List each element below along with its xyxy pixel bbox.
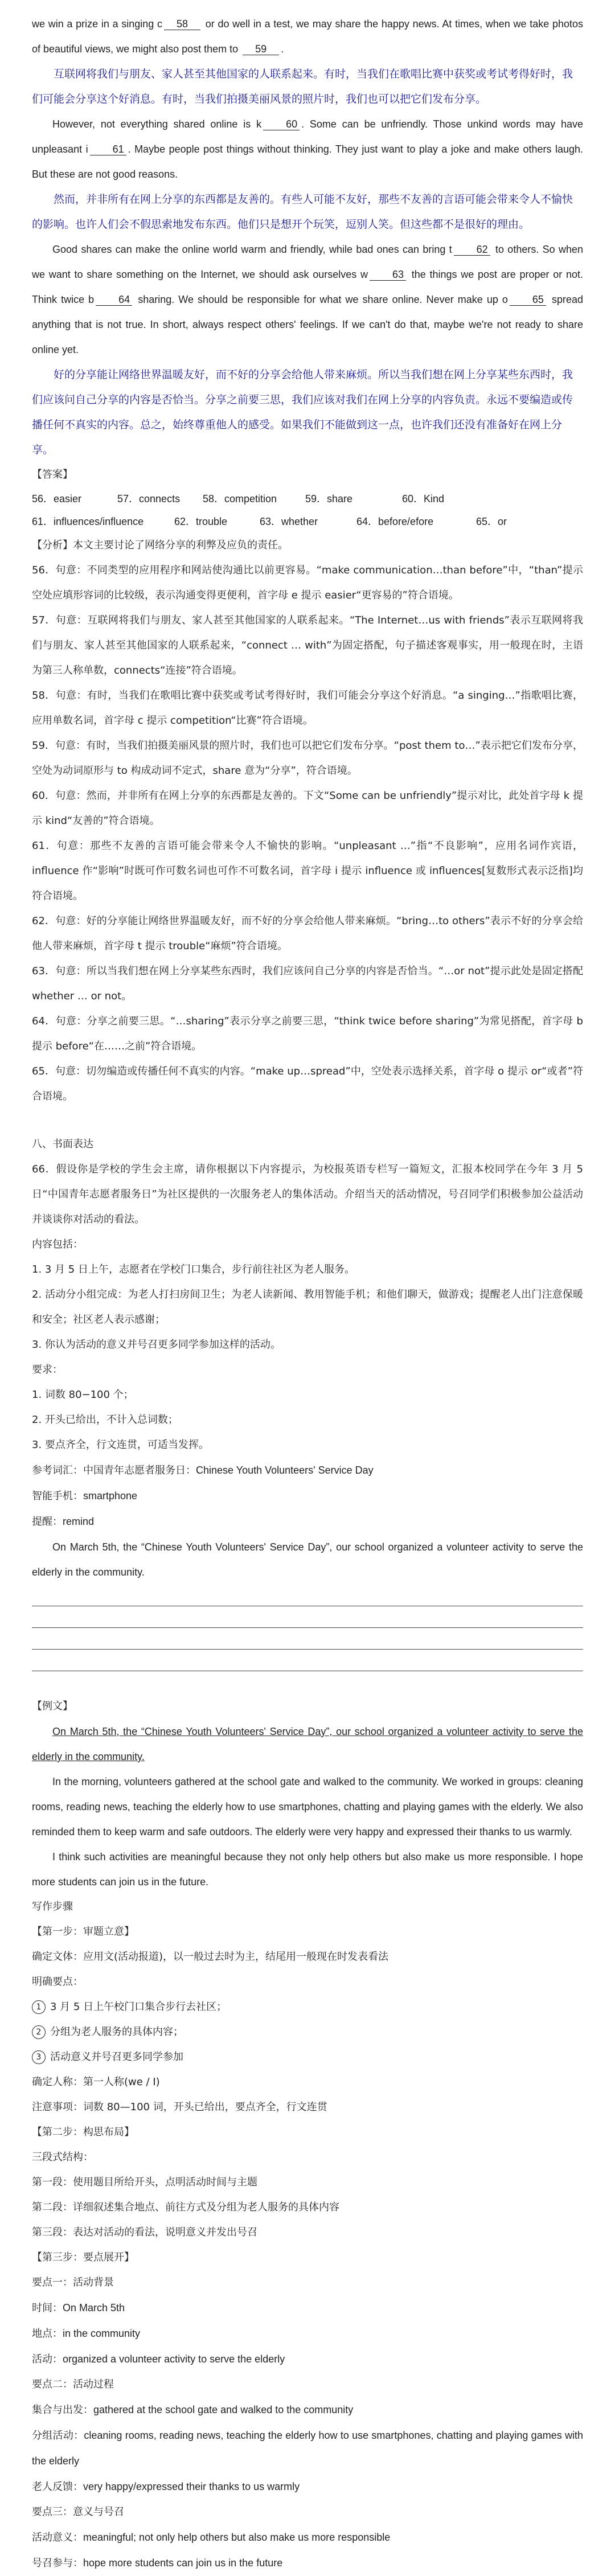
content-item-3: 3. 你认为活动的意义并号召更多同学参加这样的活动。 [32, 1339, 281, 1351]
value: On March 5th [63, 2302, 125, 2314]
points-label: 明确要点： [32, 1976, 83, 1988]
text: . Maybe people post things without thinking. They just want to play a joke and make others laugh. But these are not good reasons. [32, 143, 584, 180]
point-two-heading: 要点二：活动过程 [32, 2378, 114, 2390]
blank-60: 60 [263, 118, 300, 130]
blank-59: 59 [243, 43, 279, 55]
vocab-service-day [32, 1458, 583, 1483]
meaning-row [32, 2525, 583, 2550]
text: sharing. We should be responsible for what we share online. Never make up o [134, 294, 508, 305]
point-1 [32, 1995, 583, 2020]
analysis-65: 65．句意：切勿编造或传播任何不真实的内容。“make up…spread”中，空处表示选择关系，首字母 o 提示 or“或者”符合语境。 [32, 1065, 583, 1102]
number-circle-1: 1 [32, 2000, 46, 2014]
value: smartphone [83, 1490, 138, 1502]
text: However, not everything shared online is k [52, 118, 262, 130]
text: Good shares can make the online world warm and friendly, while bad ones can bring t [52, 244, 452, 255]
value: cleaning rooms, reading news, teaching the elderly how to use smartphones, chatting and playing games with the elderly [32, 2430, 583, 2467]
call-row [32, 2550, 583, 2576]
analysis-58: 58．句意：有时，当我们在歌唱比赛中获奖或考试考得好时，我们可能会分享这个好消息。“a singing…”指歌唱比赛，应用单数名词，首字母 c 提示 competition“比赛”符合语境。 [32, 690, 583, 727]
label: 集合与出发： [32, 2404, 93, 2416]
time-row [32, 2295, 583, 2321]
gather-row [32, 2397, 583, 2423]
step-2-heading: 【第二步：构思布局】 [32, 2126, 134, 2138]
text: or do well in a test, we may share the happy news. At times, when we take photos of beautiful views, we might also post them to [32, 18, 583, 55]
value: remind [63, 1516, 95, 1527]
value: gathered at the school gate and walked to the community [93, 2404, 354, 2415]
answer-57: 57．connects [117, 493, 181, 504]
vocab-smartphone [32, 1483, 583, 1509]
sample-opening: On March 5th, the “Chinese Youth Volunteers' Service Day”, our school organized a volunteer activity to serve the elderly in the community. [32, 1726, 583, 1762]
step-1-heading: 【第一步：审题立意】 [32, 1926, 134, 1938]
writing-prompt: 66．假设你是学校的学生会主席，请你根据以下内容提示，为校报英语专栏写一篇短文，汇报本校同学在今年 3 月 5 日“中国青年志愿者服务日”为社区提供的一次服务老人的集体活动。介绍当天的活动情况，号召同学们积极参加公益活动并谈谈你对活动的看法。 [32, 1163, 583, 1225]
requirements-label: 要求： [32, 1364, 63, 1376]
text: 分组为老人服务的具体内容； [50, 2026, 183, 2038]
value: Chinese Youth Volunteers' Service Day [196, 1465, 374, 1476]
label: 老人反馈： [32, 2481, 83, 2493]
label: 活动： [32, 2353, 63, 2365]
structure-para-1: 第一段：使用题目所给开头，点明活动时间与主题 [32, 2176, 257, 2188]
label: 参考词汇：中国青年志愿者服务日： [32, 1465, 196, 1476]
label: 时间： [32, 2302, 63, 2314]
requirement-3: 3. 要点齐全，行文连贯，可适当发挥。 [32, 1439, 209, 1451]
sample-body-2: I think such activities are meaningful because they not only help others but also make us more responsible. I hope more students can join us in the future. [32, 1851, 583, 1888]
activity-row [32, 2347, 583, 2372]
analysis-62: 62．句意：好的分享能让网络世界温暖友好，而不好的分享会给他人带来麻烦。“bring…to others”表示不好的分享会给他人带来麻烦，首字母 t 提示 trouble“麻烦”符合语境。 [32, 915, 583, 952]
text: . Some can be unfriendly. Those unkind words may have unpleasant i [32, 118, 583, 155]
sample-body-1: In the morning, volunteers gathered at the school gate and walked to the community. We worked in groups: cleaning rooms, reading news, teaching the elderly how to use smartphones, chatting and playing games with the elderly. We also reminded them to keep warm and safe outdoors. The elderly were very happy and expressed their thanks to us warmly. [32, 1776, 583, 1837]
writing-heading: 八、书面表达 [32, 1138, 93, 1150]
point-one-heading: 要点一：活动背景 [32, 2276, 114, 2288]
point-3 [32, 2045, 583, 2070]
blank-58: 58 [164, 18, 200, 30]
passage-paragraph-2 [32, 237, 583, 362]
analysis-57: 57．句意：互联网将我们与朋友、家人甚至其他国家的人联系起来。“The Internet…us with friends”表示互联网将我们与朋友、家人甚至其他国家的人联系起来，“connect … with”为固定搭配，句子描述客观事实，用一般现在时，主语为第三人称单数，connects“连接”符合语境。 [32, 614, 583, 676]
blank-63: 63 [370, 269, 406, 281]
text: 活动意义并号召更多同学参加 [50, 2051, 183, 2063]
value: very happy/expressed their thanks to us warmly [83, 2481, 300, 2492]
structure-label: 三段式结构： [32, 2151, 93, 2163]
text: the things we post are proper or not. Think twice b [32, 269, 584, 305]
blank-62: 62 [454, 244, 490, 256]
point-2 [32, 2020, 583, 2045]
text: to others. So when we want to share something on the Internet, we should ask ourselves w [32, 244, 583, 280]
writing-line-1 [32, 1605, 583, 1606]
value: meaningful; not only help others but also make us more responsible [83, 2532, 391, 2543]
value: in the community [63, 2328, 141, 2339]
value: hope more students can join us in the future [83, 2557, 283, 2569]
writing-line-3 [32, 1648, 583, 1650]
vocab-remind [32, 1509, 583, 1535]
analysis-61: 61．句意：那些不友善的言语可能会带来令人不愉快的影响。“unpleasant …”指“不良影响”，应用名词作宾语，influence 作“影响”时既可作可数名词也可作不可数名词，首字母 i 提示 influence 或 influences[复数形式表示泛指]均符合语境。 [32, 840, 583, 902]
analysis-64: 64．句意：分享之前要三思。“…sharing”表示分享之前要三思，“think twice before sharing”为常见搭配，首字母 b 提示 before“在……之前”符合语境。 [32, 1015, 583, 1052]
text: we win a prize in a singing c [32, 18, 163, 30]
text: . [281, 43, 284, 55]
notes-text: 注意事项：词数 80—100 词，开头已给出，要点齐全，行文连贯 [32, 2101, 327, 2113]
requirement-1: 1. 词数 80−100 个； [32, 1389, 134, 1401]
translation-paragraph-1: 互联网将我们与朋友、家人甚至其他国家的人联系起来。有时，当我们在歌唱比赛中获奖或考试考得好时，我们可能会分享这个好消息。有时，当我们拍摄美丽风景的照片时，我们也可以把它们发布分享。 [32, 68, 573, 105]
writing-opening: On March 5th, the “Chinese Youth Volunteers' Service Day”, our school organized a volunteer activity to serve the elderly in the community. [32, 1541, 583, 1578]
answer-61: 61．influences/influence [32, 516, 144, 527]
number-circle-3: 3 [32, 2050, 46, 2064]
translation-paragraph-3: 好的分享能让网络世界温暖友好，而不好的分享会给他人带来麻烦。所以当我们想在网上分享某些东西时，我们应该问自己分享的内容是否恰当。分享之前要三思，我们应该对我们在网上分享的内容负责。永远不要编造或传播任何不真实的内容。总之，始终尊重他人的感受。如果我们不能做到这一点，也许我们还没有准备好在网上分享。 [32, 368, 573, 456]
answer-59: 59．share [305, 493, 353, 504]
structure-para-3: 第三段：表达对活动的看法，说明意义并发出号召 [32, 2226, 257, 2238]
answer-58: 58．competition [203, 493, 277, 504]
value: organized a volunteer activity to serve the elderly [63, 2353, 285, 2365]
content-item-1: 1. 3 月 5 日上午，志愿者在学校门口集合，步行前往社区为老人服务。 [32, 1264, 355, 1275]
step-3-heading: 【第三步：要点展开】 [32, 2251, 134, 2263]
analysis-59: 59．句意：有时，当我们拍摄美丽风景的照片时，我们也可以把它们发布分享。“post them to…”表示把它们发布分享，空处为动词原形与 to 构成动词不定式，share 意为“分享”，符合语境。 [32, 740, 583, 777]
person-text: 确定人称：第一人称(we / I) [32, 2076, 160, 2088]
point-three-heading: 要点三：意义与号召 [32, 2506, 124, 2518]
label: 提醒： [32, 1516, 63, 1528]
place-row [32, 2321, 583, 2347]
group-row [32, 2423, 583, 2474]
analysis-section [32, 533, 583, 1109]
requirement-2: 2. 开头已给出，不计入总词数； [32, 1414, 178, 1426]
label: 分组活动： [32, 2430, 84, 2442]
answer-56: 56．easier [32, 493, 82, 504]
content-label: 内容包括： [32, 1238, 83, 1250]
sample-heading: 【例文】 [32, 1700, 73, 1712]
answers-row-2 [32, 510, 583, 533]
answer-64: 64．before/efore [356, 516, 434, 527]
reaction-row [32, 2474, 583, 2500]
label: 智能手机： [32, 1490, 83, 1502]
blank-64: 64 [96, 294, 132, 306]
genre-text: 确定文体：应用文(活动报道)，以一般过去时为主，结尾用一般现在时发表看法 [32, 1951, 389, 1963]
passage-paragraph-0 [32, 11, 583, 61]
analysis-60: 60．句意：然而，并非所有在网上分享的东西都是友善的。下文“Some can be unfriendly”提示对比，此处首字母 k 提示 kind“友善的”符合语境。 [32, 790, 583, 827]
answer-63: 63．whether [260, 516, 318, 527]
label: 号召参与： [32, 2557, 83, 2569]
passage-paragraph-1 [32, 112, 583, 187]
text: 3 月 5 日上午校门口集合步行去社区； [50, 2001, 227, 2013]
answer-60: 60．Kind [402, 493, 445, 504]
answer-lines [32, 1605, 583, 1671]
blank-65: 65 [510, 294, 546, 306]
translation-paragraph-2: 然而，并非所有在网上分享的东西都是友善的。有些人可能不友好，那些不友善的言语可能会带来令人不愉快的影响。也许人们会不假思索地发布东西。他们只是想开个玩笑，逗别人笑。但这些都不是很好的理由。 [32, 193, 573, 231]
answer-62: 62．trouble [174, 516, 228, 527]
analysis-63: 63．句意：所以当我们想在网上分享某些东西时，我们应该问自己分享的内容是否恰当。“…or not”提示此处是固定搭配 whether … or not。 [32, 965, 583, 1002]
answer-65: 65．or [476, 516, 507, 527]
label: 活动意义： [32, 2532, 83, 2544]
analysis-summary: 【分析】本文主要讨论了网络分享的利弊及应负的责任。 [32, 539, 288, 551]
content-item-2: 2. 活动分小组完成：为老人打扫房间卫生；为老人读新闻、教用智能手机；和他们聊天，做游戏；提醒老人出门注意保暖和安全；社区老人表示感谢； [32, 1289, 583, 1326]
text: spread anything that is not true. In short, always respect others' feelings. If we can't do that, maybe we're not ready to share online yet. [32, 294, 583, 355]
steps-title: 写作步骤 [32, 1901, 73, 1913]
analysis-56: 56．句意：不同类型的应用程序和网站使沟通比以前更容易。“make communication…than before”中，“than”提示空处应填形容词的比较级，表示沟通变得更便利，首字母 e 提示 easier“更容易的”符合语境。 [32, 564, 583, 601]
label: 地点： [32, 2328, 63, 2340]
answers-heading: 【答案】 [32, 469, 73, 481]
number-circle-2: 2 [32, 2025, 46, 2039]
document-page [32, 11, 583, 2576]
structure-para-2: 第二段：详细叙述集合地点、前往方式及分组为老人服务的具体内容 [32, 2201, 339, 2213]
blank-61: 61 [90, 143, 126, 155]
answers-row-1 [32, 487, 583, 510]
writing-line-2 [32, 1627, 583, 1628]
